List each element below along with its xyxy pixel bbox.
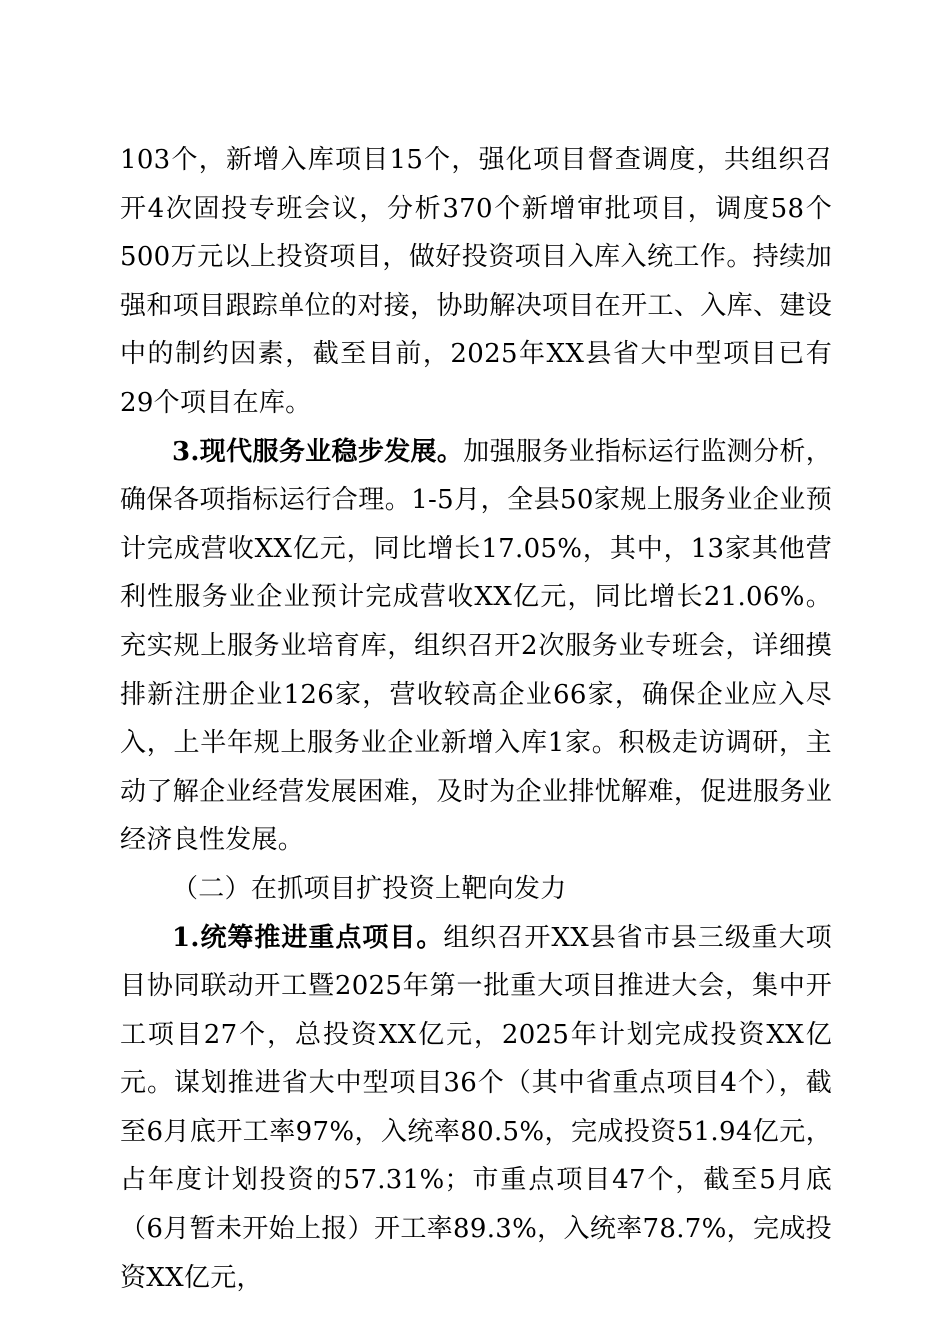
section-heading-text: （二）在抓项目扩投资上靶向发力	[172, 873, 567, 904]
paragraph-key-projects	[120, 914, 832, 1303]
section-heading	[120, 865, 832, 914]
paragraph-lead-heading: 1.统筹推进重点项目。	[172, 922, 444, 953]
paragraph-text: 103个，新增入库项目15个，强化项目督查调度，共组织召开4次固投专班会议，分析370个新增审批项目，调度58个500万元以上投资项目，做好投资项目入库入统工作。持续加强和项目跟踪单位的对接，协助解决项目在开工、入库、建设中的制约因素，截至目前，2025年XX县省大中型项目已有29个项目在库。	[120, 145, 832, 418]
paragraph-text: 加强服务业指标运行监测分析，确保各项指标运行合理。1-5月，全县50家规上服务业企业预计完成营收XX亿元，同比增长17.05%，其中，13家其他营利性服务业企业预计完成营收XX亿元，同比增长21.06%。充实规上服务业培育库，组织召开2次服务业专班会，详细摸排新注册企业126家，营收较高企业66家，确保企业应入尽入，上半年规上服务业企业新增入库1家。积极走访调研，主动了解企业经营发展困难，及时为企业排忧解难，促进服务业经济良性发展。	[120, 436, 833, 856]
paragraph-text: 组织召开XX县省市县三级重大项目协同联动开工暨2025年第一批重大项目推进大会，集中开工项目27个，总投资XX亿元，2025年计划完成投资XX亿元。谋划推进省大中型项目36个（其中省重点项目4个），截至6月底开工率97%，入统率80.5%，完成投资51.94亿元，占年度计划投资的57.31%；市重点项目47个，截至5月底（6月暂未开始上报）开工率89.3%，入统率78.7%，完成投资XX亿元，	[120, 922, 832, 1293]
paragraph-service-industry	[120, 428, 832, 865]
body-text	[120, 136, 832, 1302]
paragraph-lead-heading: 3.现代服务业稳步发展。	[172, 436, 464, 467]
paragraph-investment-projects	[120, 136, 832, 428]
